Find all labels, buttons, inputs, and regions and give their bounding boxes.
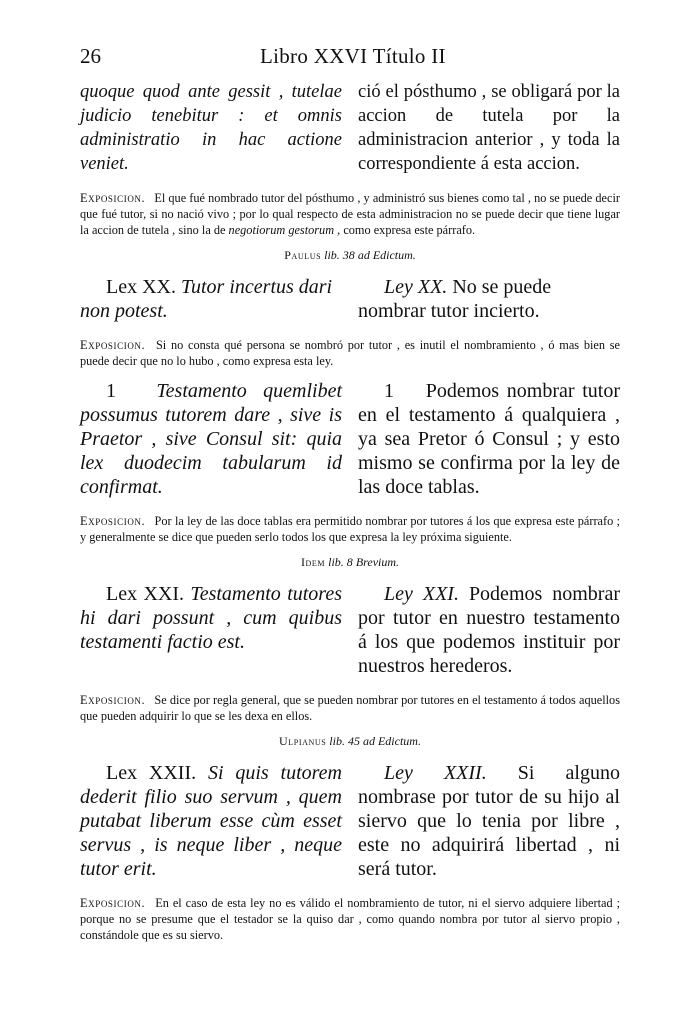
ley-label: Ley XX.	[384, 276, 448, 298]
ley-label: Ley XXII.	[384, 762, 487, 784]
paragraph-number: 1	[384, 380, 394, 402]
latin-text: quoque quod ante gessit , tutelae judicio tenebitur : et omnis administratio in hac actione veniet.	[80, 82, 342, 174]
source-citation-3	[80, 734, 620, 749]
lex-label: Lex XXI.	[106, 583, 185, 605]
page-number: 26	[80, 44, 101, 68]
exposicion-label: Exposicion.	[80, 896, 146, 910]
source-author: Idem	[300, 555, 326, 569]
exposicion-5	[80, 895, 620, 943]
source-work: ad Edictum.	[362, 734, 421, 748]
exposicion-1	[80, 190, 620, 238]
source-citation-1	[80, 248, 620, 263]
latin-text: Testamento quemlibet possumus tutorem dare , sive is Praetor , sive Consul sit: quia lex duodecim tabularum id confirmat.	[80, 380, 342, 498]
exposicion-term: negotiorum gestorum	[228, 223, 335, 237]
latin-text: Tutor incertus dari non potest.	[80, 276, 333, 322]
lex-label: Lex XXII.	[106, 762, 197, 784]
page	[80, 44, 620, 953]
source-work: Brevium.	[355, 555, 400, 569]
exposicion-label: Exposicion.	[80, 191, 146, 205]
exposicion-label: Exposicion.	[80, 693, 146, 707]
latin-text: Si quis tutorem dederit filio suo servum , quem putabat liberum esse cùm esset servus , is neque liber , neque tutor erit.	[80, 762, 342, 880]
ley-label: Ley XXI.	[384, 583, 459, 605]
lex-xxii	[80, 761, 620, 881]
exposicion-text: Se dice por regla general, que se pueden nombrar por tutores en el testamento á todos aquellos que pueden adquirir lo que se les dexa en ellos.	[80, 693, 620, 723]
exposicion-4	[80, 692, 620, 724]
lex-xxi	[80, 582, 620, 678]
spanish-text: Si alguno nombrase por tutor de su hijo al siervo que lo tenia por libre , este no adquirirá libertad , ni será tutor.	[358, 762, 620, 880]
source-author: Paulus	[284, 248, 322, 262]
exposicion-tail: , como expresa este párrafo.	[337, 223, 476, 237]
source-lib: lib. 8	[328, 555, 353, 569]
exposicion-text: Por la ley de las doce tablas era permitido nombrar por tutores á los que expresa este párrafo ; y generalmente se dice que pueden serlo todos los que expresa la ley próxima siguiente.	[80, 514, 620, 544]
source-work: ad Edictum.	[357, 248, 416, 262]
exposicion-text: En el caso de esta ley no es válido el nombramiento de tutor, ni el siervo adquiere libertad ; porque no se presume que el testador se la quiso dar , como quando nombra por tutor al siervo propio , constándole que es su siervo.	[80, 896, 620, 942]
running-title: Libro XXVI Título II	[260, 44, 446, 68]
paragraph-1	[80, 379, 620, 499]
source-author: Ulpianus	[279, 734, 327, 748]
exposicion-2	[80, 337, 620, 369]
lex-xx	[80, 275, 620, 323]
spanish-text: ció el pósthumo , se obligará por la accion de tutela por la administracion anterior , y toda la correspondiente á esta accion.	[358, 82, 620, 174]
latin-text: Testamento tutores hi dari possunt , cum quibus testamenti factio est.	[80, 583, 343, 653]
exposicion-text: El que fué nombrado tutor del pósthumo , y administró sus bienes como tal , no se puede decir que fué tutor, si no nació vivo ; por lo qual respecto de esta administracion no se puede decir que tiene lugar la accion de tutela , sino la de	[80, 191, 620, 237]
exposicion-3	[80, 513, 620, 545]
spanish-text: Podemos nombrar tutor en el testamento á qualquiera , ya sea Pretor ó Consul ; y esto mismo se confirma por la ley de las doce tablas.	[358, 380, 621, 498]
spanish-text: No se puede nombrar tutor incierto.	[358, 276, 552, 322]
source-citation-2	[80, 555, 620, 570]
source-lib: lib. 38	[324, 248, 355, 262]
source-lib: lib. 45	[329, 734, 360, 748]
parallel-block-continuation	[80, 80, 620, 176]
exposicion-label: Exposicion.	[80, 338, 146, 352]
running-header	[80, 44, 620, 80]
lex-label: Lex XX.	[106, 276, 176, 298]
paragraph-number: 1	[106, 380, 116, 402]
exposicion-text: Si no consta qué persona se nombró por tutor , es inutil el nombramiento , ó mas bien se puede decir que no lo hubo , como expresa esta ley.	[80, 338, 620, 368]
exposicion-label: Exposicion.	[80, 514, 146, 528]
spanish-text: Podemos nombrar por tutor en nuestro testamento á los que podemos instituir por nuestros herederos.	[358, 583, 621, 677]
